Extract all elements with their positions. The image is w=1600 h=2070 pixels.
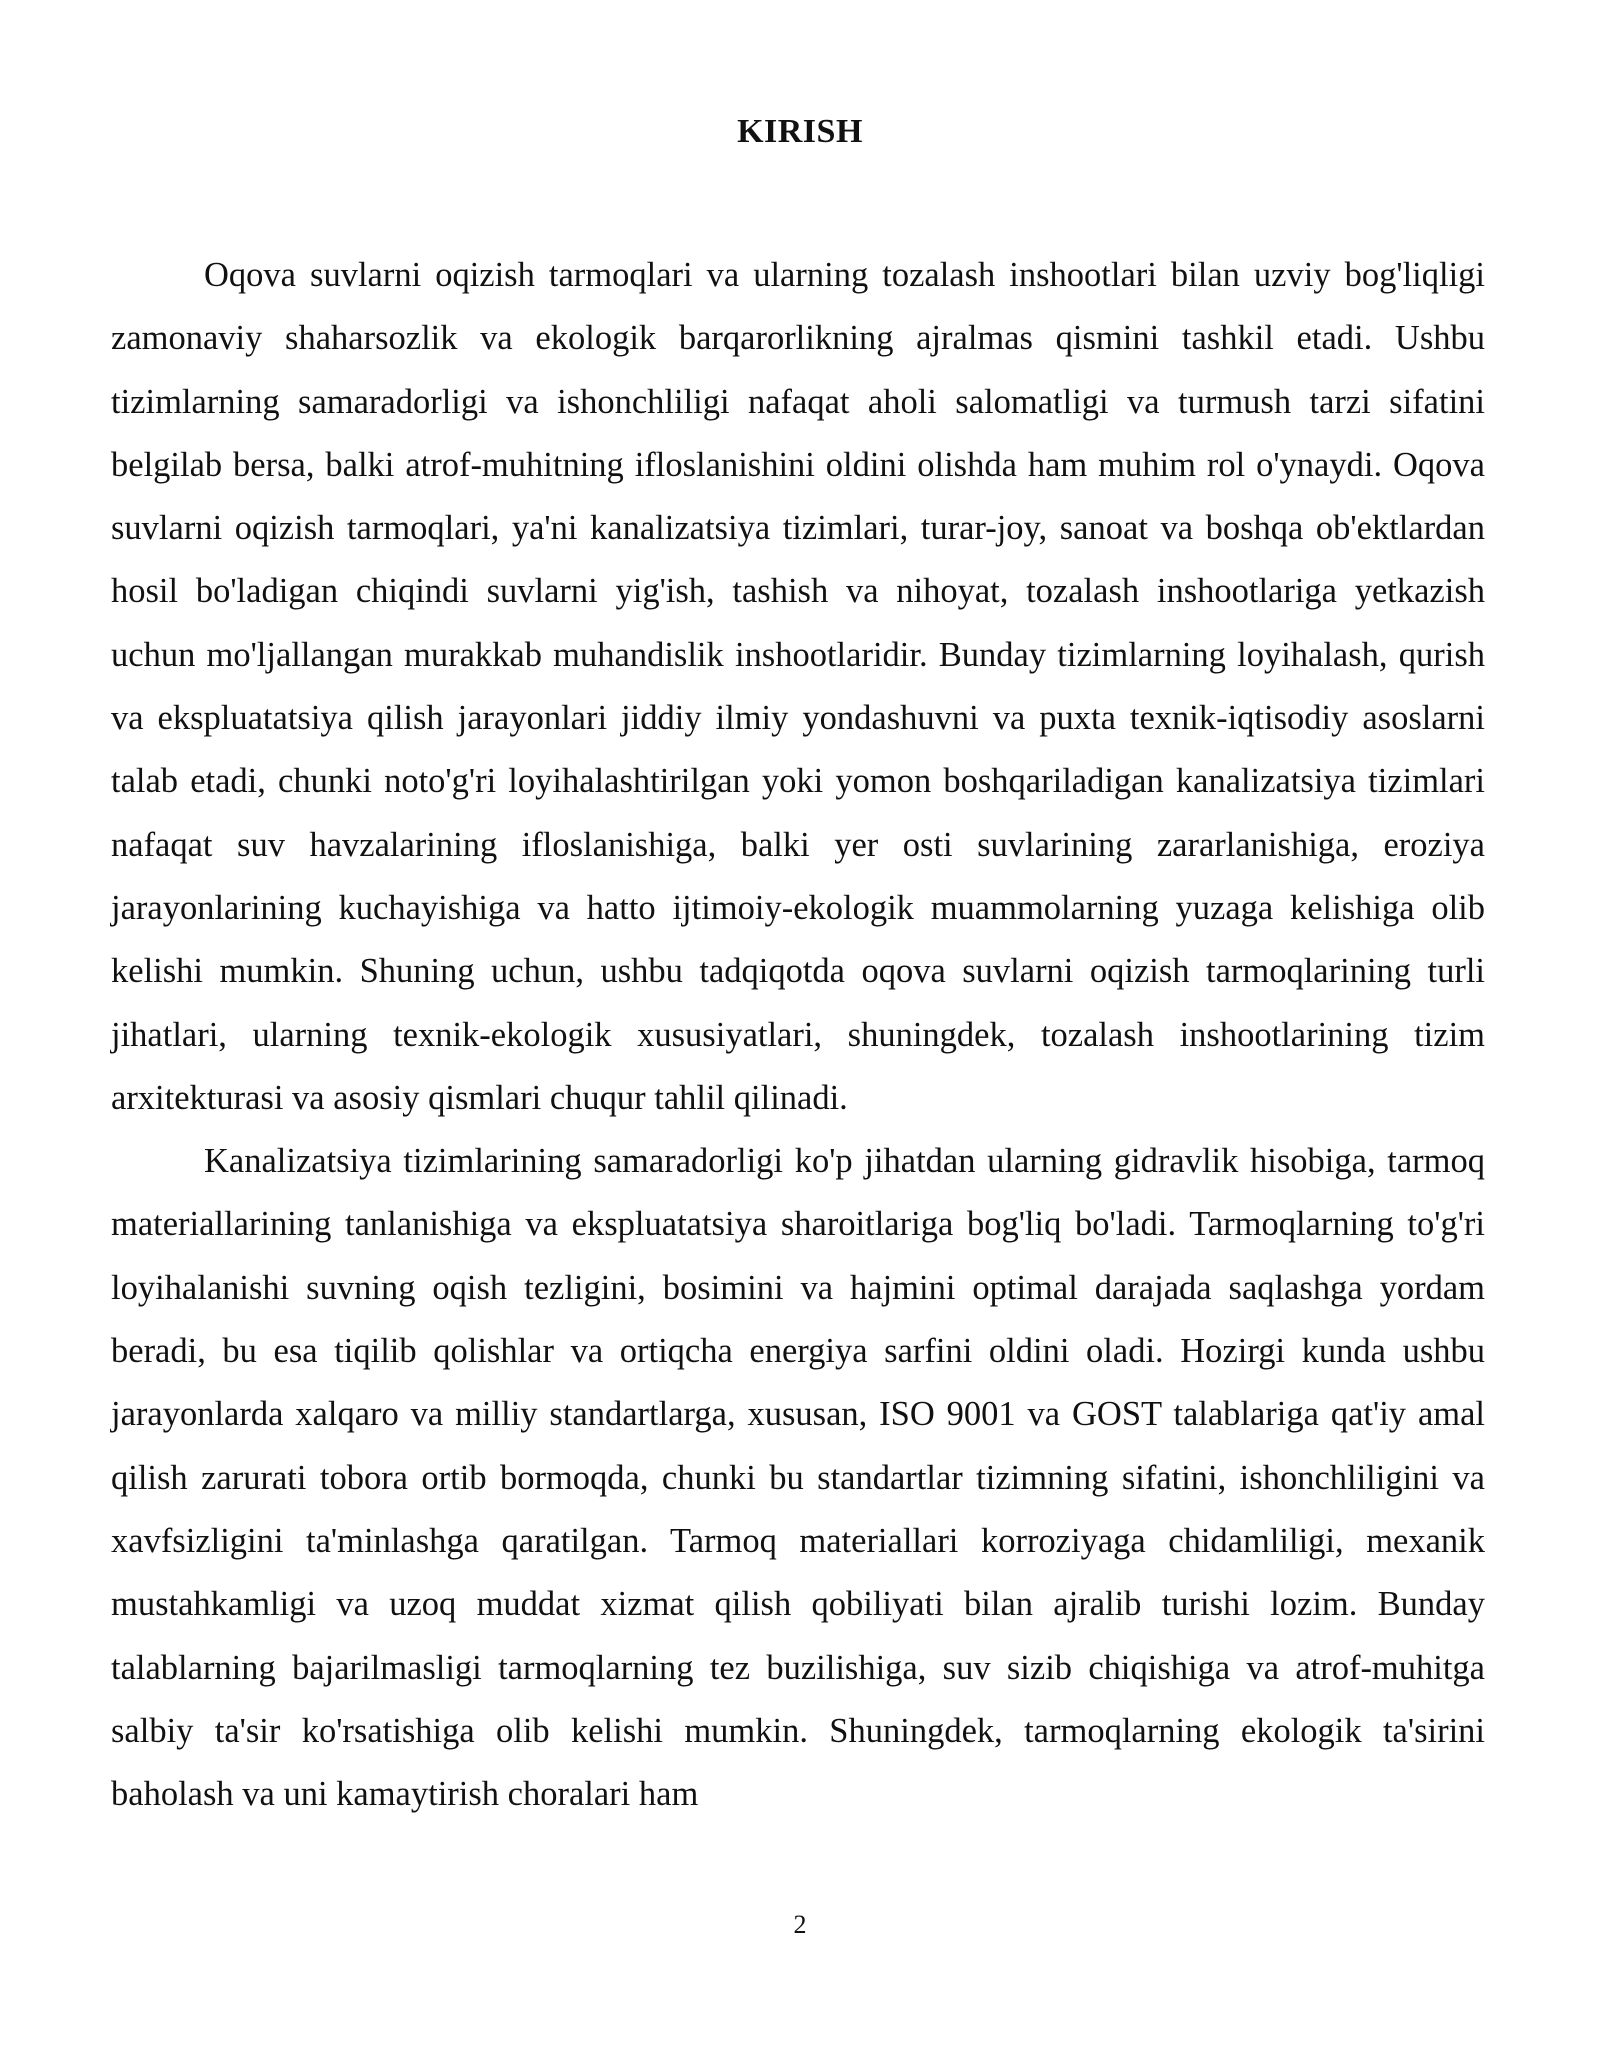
section-title: KIRISH: [737, 113, 863, 150]
paragraph-2: Kanalizatsiya tizimlarining samaradorligi ko'p jihatdan ularning gidravlik hisobiga, tarmoq materiallarining tanlanishiga va ekspluatatsiya sharoitlariga bog'liq bo'ladi. Tarmoqlarning to'g'ri loyihalanishi suvning oqish tezligini, bosimini va hajmini optimal darajada saqlashga yordam beradi, bu esa tiqilib qolishlar va ortiqcha energiya sarfini oldini oladi. Hozirgi kunda ushbu jarayonlarda xalqaro va milliy standartlarga, xususan, ISO 9001 va GOST talablariga qat'iy amal qilish zarurati tobora ortib bormoqda, chunki bu standartlar tizimning sifatini, ishonchliligini va xavfsizligini ta'minlashga qaratilgan. Tarmoq materiallari korroziyaga chidamliligi, mexanik mustahkamligi va uzoq muddat xizmat qilish qobiliyati bilan ajralib turishi lozim. Bunday talablarning bajarilmasligi tarmoqlarning tez buzilishiga, suv sizib chiqishiga va atrof-muhitga salbiy ta'sir ko'rsatishiga olib kelishi mumkin. Shuningdek, tarmoqlarning ekologik ta'sirini baholash va uni kamaytirish choralari ham: [111, 1142, 1485, 1814]
paragraph-1: Oqova suvlarni oqizish tarmoqlari va ularning tozalash inshootlari bilan uzviy bog'liqligi zamonaviy shaharsozlik va ekologik barqarorlikning ajralmas qismini tashkil etadi. Ushbu tizimlarning samaradorligi va ishonchliligi nafaqat aholi salomatligi va turmush tarzi sifatini belgilab bersa, balki atrof-muhitning ifloslanishini oldini olishda ham muhim rol o'ynaydi. Oqova suvlarni oqizish tarmoqlari, ya'ni kanalizatsiya tizimlari, turar-joy, sanoat va boshqa ob'ektlardan hosil bo'ladigan chiqindi suvlarni yig'ish, tashish va nihoyat, tozalash inshootlariga yetkazish uchun mo'ljallangan murakkab muhandislik inshootlaridir. Bunday tizimlarning loyihalash, qurish va ekspluatatsiya qilish jarayonlari jiddiy ilmiy yondashuvni va puxta texnik-iqtisodiy asoslarni talab etadi, chunki noto'g'ri loyihalashtirilgan yoki yomon boshqariladigan kanalizatsiya tizimlari nafaqat suv havzalarining ifloslanishiga, balki yer osti suvlarining zararlanishiga, eroziya jarayonlarining kuchayishiga va hatto ijtimoiy-ekologik muammolarning yuzaga kelishiga olib kelishi mumkin. Shuning uchun, ushbu tadqiqotda oqova suvlarni oqizish tarmoqlarining turli jihatlari, ularning texnik-ekologik xususiyatlari, shuningdek, tozalash inshootlarining tizim arxitekturasi va asosiy qismlari chuqur tahlil qilinadi.: [111, 256, 1485, 1117]
page-number: 2: [793, 1910, 807, 1939]
body-text: [111, 244, 1485, 1826]
